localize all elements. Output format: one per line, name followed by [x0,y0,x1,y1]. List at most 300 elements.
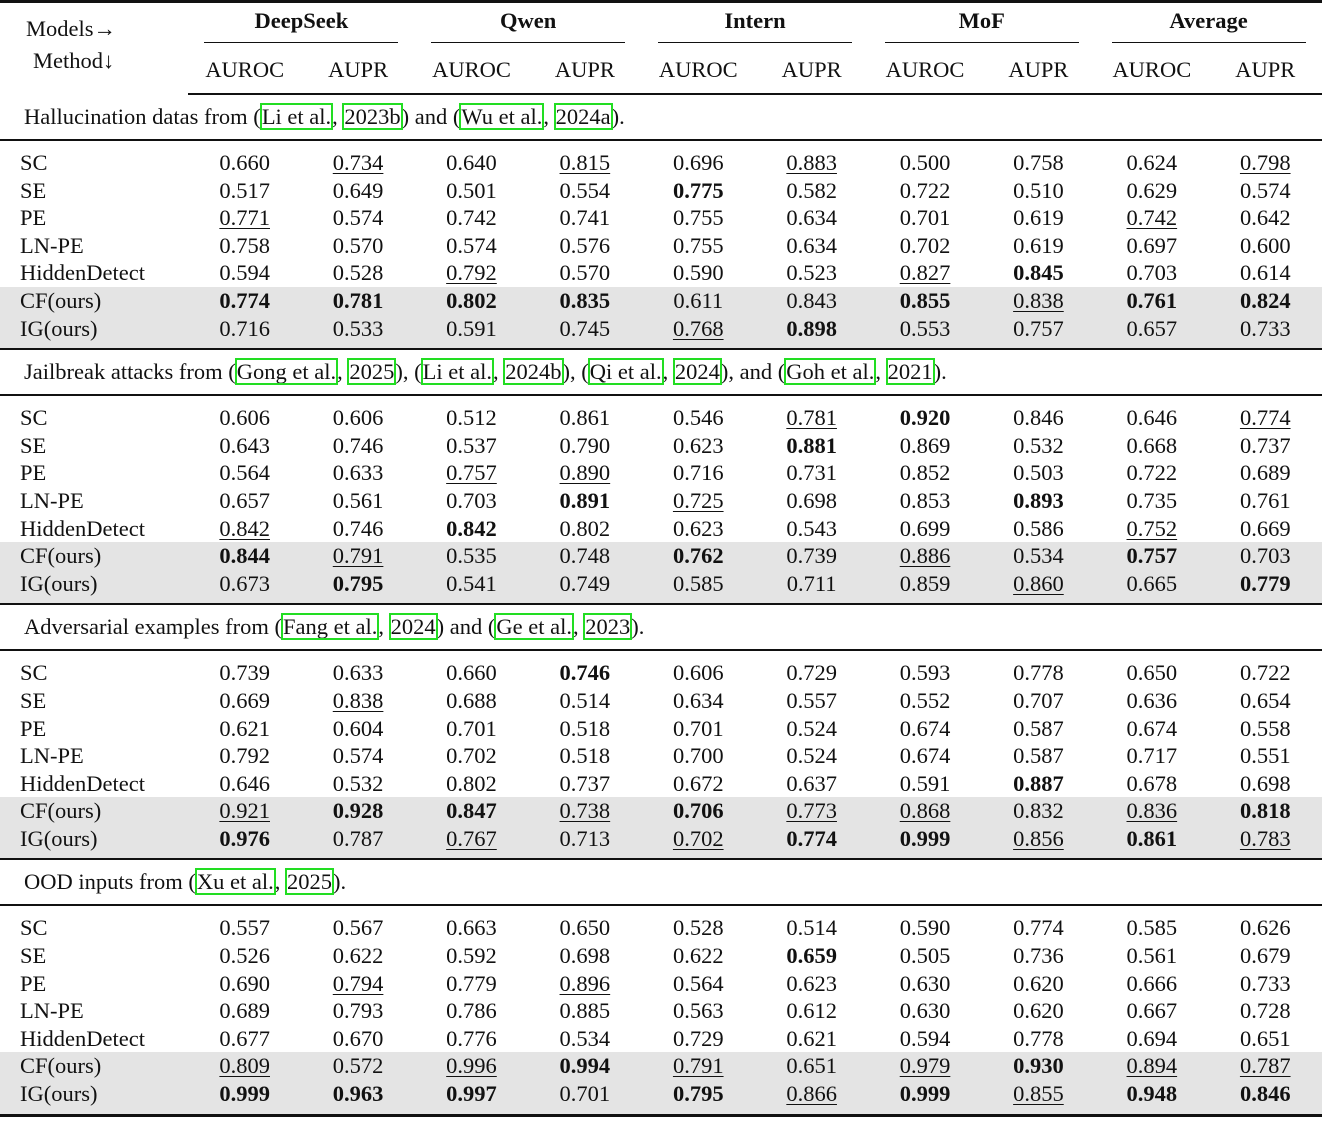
aupr-cell [1209,1080,1322,1115]
auroc-cell [642,315,755,350]
aupr-cell [1209,315,1322,350]
metric-value: 0.585 [672,570,724,596]
auroc-cell [1095,570,1208,605]
metric-value: 0.745 [559,315,611,341]
metric-value: 0.738 [559,798,611,824]
metric-value: 0.518 [559,743,611,769]
auroc-cell [188,432,301,460]
section-title-text: ). [332,869,347,895]
auroc-cell [1095,905,1208,942]
auroc-cell [1095,650,1208,687]
auroc-cell [868,997,981,1025]
metric-value: 0.563 [672,998,724,1024]
metric-value: 0.853 [899,487,951,513]
metric-value: 0.651 [1239,1025,1291,1051]
aupr-cell [301,742,414,770]
aupr-cell [1209,542,1322,570]
table-row [0,742,1322,770]
table-row [0,905,1322,942]
auroc-cell [415,742,528,770]
metric-value: 0.702 [672,825,724,851]
metric-value: 0.636 [1126,687,1178,713]
auroc-cell [188,140,301,177]
metric-value: 0.746 [332,432,384,458]
auroc-cell [868,315,981,350]
method-name: LN-PE [20,487,84,513]
metric-value: 0.557 [219,915,270,941]
metric-value: 0.702 [899,232,951,258]
section-title-text: ), ( [395,359,422,385]
metric-value: 0.921 [219,798,270,824]
aupr-cell [301,1080,414,1115]
auroc-cell [642,542,755,570]
auroc-cell [642,232,755,260]
metric-value: 0.791 [332,543,384,569]
metric-value: 0.963 [332,1081,384,1107]
table-body [0,94,1322,1115]
aupr-cell [528,1052,641,1080]
metric-value: 0.622 [332,943,384,969]
aupr-cell [301,715,414,743]
metric-value: 0.552 [899,687,951,713]
metric-value: 0.604 [332,715,384,741]
section-title-text: , [875,359,887,385]
aupr-cell [982,140,1095,177]
auroc-cell [642,942,755,970]
citation-link[interactable]: 2024a [555,104,611,129]
citation-link[interactable]: Qi et al. [589,359,662,385]
metric-value: 0.781 [786,405,837,431]
auroc-cell [415,542,528,570]
metric-value: 0.553 [899,315,951,341]
table-row [0,570,1322,605]
auroc-cell [1095,942,1208,970]
section-title-text: , [543,104,555,129]
metric-value: 0.746 [332,515,384,541]
citation-link[interactable]: Wu et al. [461,104,543,129]
metric-value: 0.729 [672,1025,724,1051]
metric-value: 0.774 [1239,405,1291,431]
auroc-cell [1095,432,1208,460]
metric-value: 0.894 [1126,1053,1178,1079]
metric-value: 0.503 [1013,460,1064,486]
aupr-cell [755,395,868,432]
aupr-cell [301,515,414,543]
method-name: CF(ours) [0,797,188,825]
aupr-cell [301,140,414,177]
metric-value: 0.699 [899,515,951,541]
metric-value: 0.561 [332,487,384,513]
auroc-cell [1095,487,1208,515]
aupr-cell [301,997,414,1025]
metric-value: 0.594 [899,1025,951,1051]
aupr-cell [982,515,1095,543]
method-name: IG(ours) [0,570,188,605]
metric-value: 0.866 [786,1081,837,1107]
metric-value: 0.701 [899,205,951,231]
auroc-cell [415,515,528,543]
metric-value: 0.546 [672,405,724,431]
auroc-cell [642,570,755,605]
metric-value: 0.703 [1239,543,1291,569]
metric-value: 0.758 [219,232,270,258]
auroc-cell [415,204,528,232]
aupr-cell [982,1080,1095,1115]
aupr-cell [755,232,868,260]
auroc-cell [642,770,755,798]
auroc-cell [1095,715,1208,743]
metric-value: 0.591 [899,770,951,796]
auroc-cell [188,542,301,570]
aupr-cell [982,232,1095,260]
aupr-cell [1209,825,1322,860]
metric-value: 0.694 [1126,1025,1178,1051]
aupr-cell [528,542,641,570]
auroc-cell [1095,997,1208,1025]
citation-link[interactable]: Gong et al. [236,359,337,385]
citation-link[interactable]: Ge et al. [496,614,572,640]
metric-value: 0.711 [786,570,837,596]
section-title-row [0,604,1322,650]
metric-value: 0.587 [1013,715,1064,741]
aupr-cell [755,770,868,798]
auroc-cell [1095,1080,1208,1115]
table-row [0,232,1322,260]
metric-value: 0.570 [332,232,384,258]
metric-value: 0.501 [446,177,497,203]
metric-value: 0.881 [786,432,837,458]
auroc-cell [1095,459,1208,487]
citation-link[interactable]: 2023b [344,104,401,129]
citation-link[interactable]: 2025 [349,359,395,385]
auroc-cell [415,232,528,260]
aupr-cell [755,487,868,515]
metric-value: 0.757 [1126,543,1178,569]
metric-value: 0.558 [1239,715,1291,741]
section-title-text: Jailbreak attacks from ( [24,359,236,385]
metric-value: 0.861 [1126,825,1178,851]
auroc-cell [188,315,301,350]
auroc-cell [868,459,981,487]
metric-value: 0.898 [786,315,837,341]
metric-value: 0.779 [1239,570,1291,596]
aupr-cell [301,797,414,825]
section-title-text: , [493,359,505,385]
metric-value: 0.893 [1013,487,1064,513]
method-name: SC [20,150,48,175]
metric-value: 0.586 [1013,515,1064,541]
metric-value: 0.731 [786,460,837,486]
metric-value: 0.798 [1239,150,1291,175]
aupr-cell [755,997,868,1025]
auroc-cell [868,1080,981,1115]
citation-link[interactable]: Goh et al. [786,359,875,385]
citation-link[interactable]: 2025 [286,869,332,895]
metric-value: 0.860 [1013,570,1064,596]
metric-value: 0.633 [332,460,384,486]
metric-value: 0.700 [672,743,724,769]
aupr-cell [982,542,1095,570]
table-row [0,287,1322,315]
metric-value: 0.749 [559,570,611,596]
auroc-cell [415,459,528,487]
aupr-cell [301,259,414,287]
aupr-cell [755,1025,868,1053]
aupr-cell [1209,742,1322,770]
auroc-cell [868,570,981,605]
section-title-row [0,349,1322,395]
metric-value: 0.836 [1126,798,1178,824]
table-row [0,942,1322,970]
aupr-cell [755,742,868,770]
metric-value: 0.623 [672,432,724,458]
metric-value: 0.748 [559,543,611,569]
metric-value: 0.778 [1013,660,1064,686]
table-row [0,797,1322,825]
aupr-cell [528,395,641,432]
aupr-cell [755,970,868,998]
table-row [0,1080,1322,1115]
metric-value: 0.624 [1126,150,1178,175]
aupr-cell [755,650,868,687]
metric-value: 0.622 [672,943,724,969]
auroc-cell [642,1052,755,1080]
auroc-cell [415,797,528,825]
metric-value: 0.623 [672,515,724,541]
method-name: PE [20,205,47,231]
metric-value: 0.843 [786,287,837,313]
aupr-cell [755,140,868,177]
auroc-cell [188,1080,301,1115]
table-row [0,542,1322,570]
metric-value: 0.567 [332,915,384,941]
metric-value: 0.762 [672,543,724,569]
aupr-cell [528,177,641,205]
aupr-cell [1209,797,1322,825]
table-row [0,177,1322,205]
citation-link[interactable]: Fang et al. [283,614,378,640]
citation-link[interactable]: 2023 [585,614,631,640]
aupr-cell [755,432,868,460]
section-title-text: , [378,614,390,640]
metric-value: 0.659 [786,943,837,969]
aupr-cell [301,315,414,350]
metric-value: 0.528 [672,915,724,941]
aupr-cell [982,687,1095,715]
auroc-cell [415,432,528,460]
method-name: PE [20,970,47,996]
auroc-cell [1095,315,1208,350]
metric-value: 0.576 [559,232,611,258]
metric-value: 0.994 [559,1053,611,1079]
metric-value: 0.514 [559,687,611,713]
section-title-text: ). [611,104,625,129]
auroc-cell [642,177,755,205]
corner-method-label: Method↓ [33,48,115,73]
metric-value: 0.835 [559,287,611,313]
auroc-cell [1095,232,1208,260]
table-row [0,687,1322,715]
metric-value: 0.774 [786,825,837,851]
metric-value: 0.794 [332,970,384,996]
auroc-cell [415,715,528,743]
auroc-cell [1095,770,1208,798]
metric-value: 0.717 [1126,743,1178,769]
auroc-cell [868,432,981,460]
metric-value: 0.815 [559,150,611,175]
metric-value: 0.793 [332,998,384,1024]
citation-link[interactable]: Xu et al. [196,869,274,895]
metric-value: 0.752 [1126,515,1178,541]
aupr-cell [528,797,641,825]
auroc-cell [188,1052,301,1080]
table-row [0,487,1322,515]
auroc-cell [1095,259,1208,287]
citation-link[interactable]: 2021 [887,359,933,385]
metric-header-aupr: AUPR [755,47,868,94]
auroc-cell [642,487,755,515]
aupr-cell [1209,140,1322,177]
aupr-cell [982,650,1095,687]
metric-value: 0.757 [446,460,497,486]
aupr-cell [982,487,1095,515]
metric-value: 0.517 [219,177,270,203]
metric-header-auroc: AUROC [188,47,301,94]
section-title-text: , [662,359,674,385]
metric-value: 0.673 [219,570,270,596]
metric-value: 0.707 [1013,687,1064,713]
section-title-text: Adversarial examples from ( [24,614,283,640]
aupr-cell [1209,287,1322,315]
auroc-cell [868,287,981,315]
auroc-cell [415,1080,528,1115]
auroc-cell [415,287,528,315]
auroc-cell [642,140,755,177]
metric-value: 0.847 [446,798,497,824]
metric-value: 0.592 [446,943,497,969]
citation-link[interactable]: Li et al. [422,359,493,385]
aupr-cell [528,459,641,487]
metric-value: 0.791 [672,1053,724,1079]
aupr-cell [1209,770,1322,798]
metric-value: 0.657 [219,487,270,513]
metric-value: 0.626 [1239,915,1291,941]
aupr-cell [301,432,414,460]
aupr-cell [755,1080,868,1115]
auroc-cell [1095,825,1208,860]
aupr-cell [982,905,1095,942]
metric-value: 0.722 [1126,460,1178,486]
citation-link[interactable]: 2024b [505,359,562,385]
metric-value: 0.885 [559,998,611,1024]
auroc-cell [868,650,981,687]
aupr-cell [982,177,1095,205]
metric-value: 0.611 [673,287,724,313]
metric-value: 0.703 [446,487,497,513]
auroc-cell [868,177,981,205]
metric-value: 0.737 [1239,432,1291,458]
auroc-cell [415,997,528,1025]
method-name: CF(ours) [0,287,188,315]
auroc-cell [1095,970,1208,998]
metric-value: 0.587 [1013,743,1064,769]
metric-value: 0.746 [559,660,611,686]
metric-value: 0.574 [446,232,497,258]
aupr-cell [1209,570,1322,605]
aupr-cell [1209,650,1322,687]
metric-header-auroc: AUROC [1095,47,1208,94]
metric-value: 0.698 [1239,770,1291,796]
citation-link[interactable]: Li et al. [261,104,332,129]
auroc-cell [868,942,981,970]
auroc-cell [868,487,981,515]
table-row [0,1052,1322,1080]
metric-value: 0.620 [1013,970,1064,996]
aupr-cell [528,515,641,543]
aupr-cell [528,315,641,350]
metric-value: 0.734 [332,150,384,175]
aupr-cell [528,287,641,315]
auroc-cell [1095,1052,1208,1080]
metric-value: 0.868 [899,798,951,824]
metric-header-auroc: AUROC [415,47,528,94]
aupr-cell [528,570,641,605]
aupr-cell [755,542,868,570]
table-row [0,825,1322,860]
metric-value: 0.585 [1126,915,1178,941]
aupr-cell [755,715,868,743]
citation-link[interactable]: 2024 [390,614,436,640]
auroc-cell [415,825,528,860]
method-name: CF(ours) [0,542,188,570]
metric-value: 0.561 [1126,943,1178,969]
auroc-cell [868,770,981,798]
citation-link[interactable]: 2024 [674,359,720,385]
metric-value: 0.630 [899,970,951,996]
aupr-cell [301,459,414,487]
method-name: IG(ours) [0,315,188,350]
metric-value: 0.590 [672,260,724,286]
method-name: SE [20,943,47,969]
auroc-cell [1095,177,1208,205]
table-row [0,515,1322,543]
aupr-cell [982,970,1095,998]
auroc-cell [188,570,301,605]
metric-value: 0.669 [1239,515,1291,541]
aupr-cell [1209,515,1322,543]
metric-value: 0.930 [1013,1053,1064,1079]
metric-header-aupr: AUPR [301,47,414,94]
metric-header-row [0,47,1322,94]
aupr-cell [1209,459,1322,487]
metric-value: 0.582 [786,177,837,203]
metric-value: 0.997 [446,1081,497,1107]
metric-value: 0.551 [1239,743,1291,769]
metric-value: 0.809 [219,1053,270,1079]
auroc-cell [188,177,301,205]
metric-value: 0.818 [1239,798,1291,824]
metric-value: 0.514 [786,915,837,941]
metric-value: 0.775 [672,177,724,203]
auroc-cell [415,650,528,687]
auroc-cell [868,970,981,998]
aupr-cell [528,432,641,460]
aupr-cell [528,259,641,287]
metric-value: 0.996 [446,1053,497,1079]
aupr-cell [528,905,641,942]
aupr-cell [755,315,868,350]
aupr-cell [528,970,641,998]
